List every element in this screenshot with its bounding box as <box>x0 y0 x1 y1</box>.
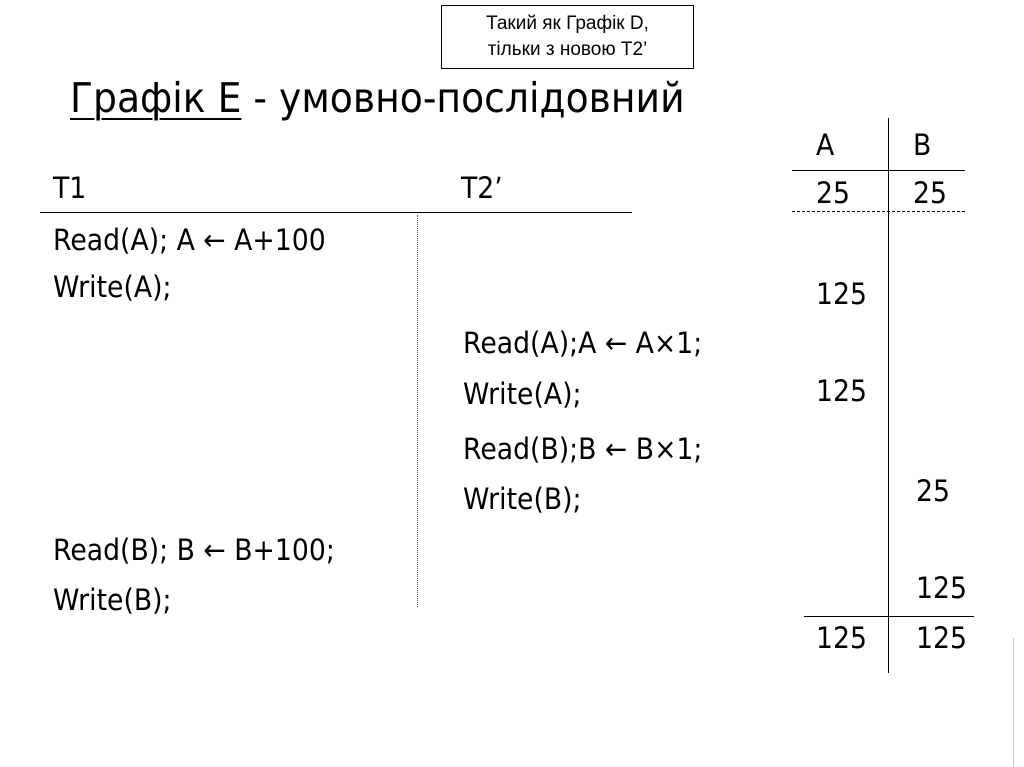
values-final-line <box>804 616 974 617</box>
values-initial-b: 25 <box>913 176 947 210</box>
title-underlined: Графік E <box>70 74 242 122</box>
note-box <box>441 5 694 69</box>
values-initial-line <box>792 211 965 212</box>
values-b-after-t2-write: 25 <box>916 474 950 508</box>
t2-op-write-a: Write(A); <box>463 377 582 411</box>
t1-header: T1 <box>53 171 87 205</box>
values-header-a: A <box>816 128 835 162</box>
values-a-after-t1-write: 125 <box>816 277 867 311</box>
values-a-after-t2-write: 125 <box>816 374 867 408</box>
values-initial-a: 25 <box>816 176 850 210</box>
slide-title <box>70 72 685 124</box>
t2-op-write-b: Write(B); <box>463 482 582 516</box>
values-final-a: 125 <box>816 621 867 655</box>
values-final-b: 125 <box>916 621 967 655</box>
t1-op-read-a: Read(A); A ← A+100 <box>53 223 326 257</box>
values-b-after-t1-write: 125 <box>916 571 967 605</box>
t2-op-read-b: Read(B);B ← B×1; <box>463 432 703 466</box>
values-header-b: B <box>913 128 932 162</box>
values-header-line <box>792 170 965 171</box>
t2-header: T2’ <box>461 171 503 205</box>
note-line-2: тільки з новою T2’ <box>487 39 648 60</box>
t1-op-write-a: Write(A); <box>53 270 172 304</box>
note-line-1: Такий як Графік D, <box>486 13 649 34</box>
title-rest: - умовно-послідовний <box>241 74 685 122</box>
slide-right-border <box>1013 638 1014 767</box>
t2-op-read-a: Read(A);A ← A×1; <box>463 326 703 360</box>
schedule-header-line <box>40 212 632 213</box>
t1-op-write-b: Write(B); <box>53 583 172 617</box>
values-table-divider <box>888 118 889 673</box>
t1-op-read-b: Read(B); B ← B+100; <box>53 533 335 567</box>
schedule-column-separator <box>417 215 418 607</box>
